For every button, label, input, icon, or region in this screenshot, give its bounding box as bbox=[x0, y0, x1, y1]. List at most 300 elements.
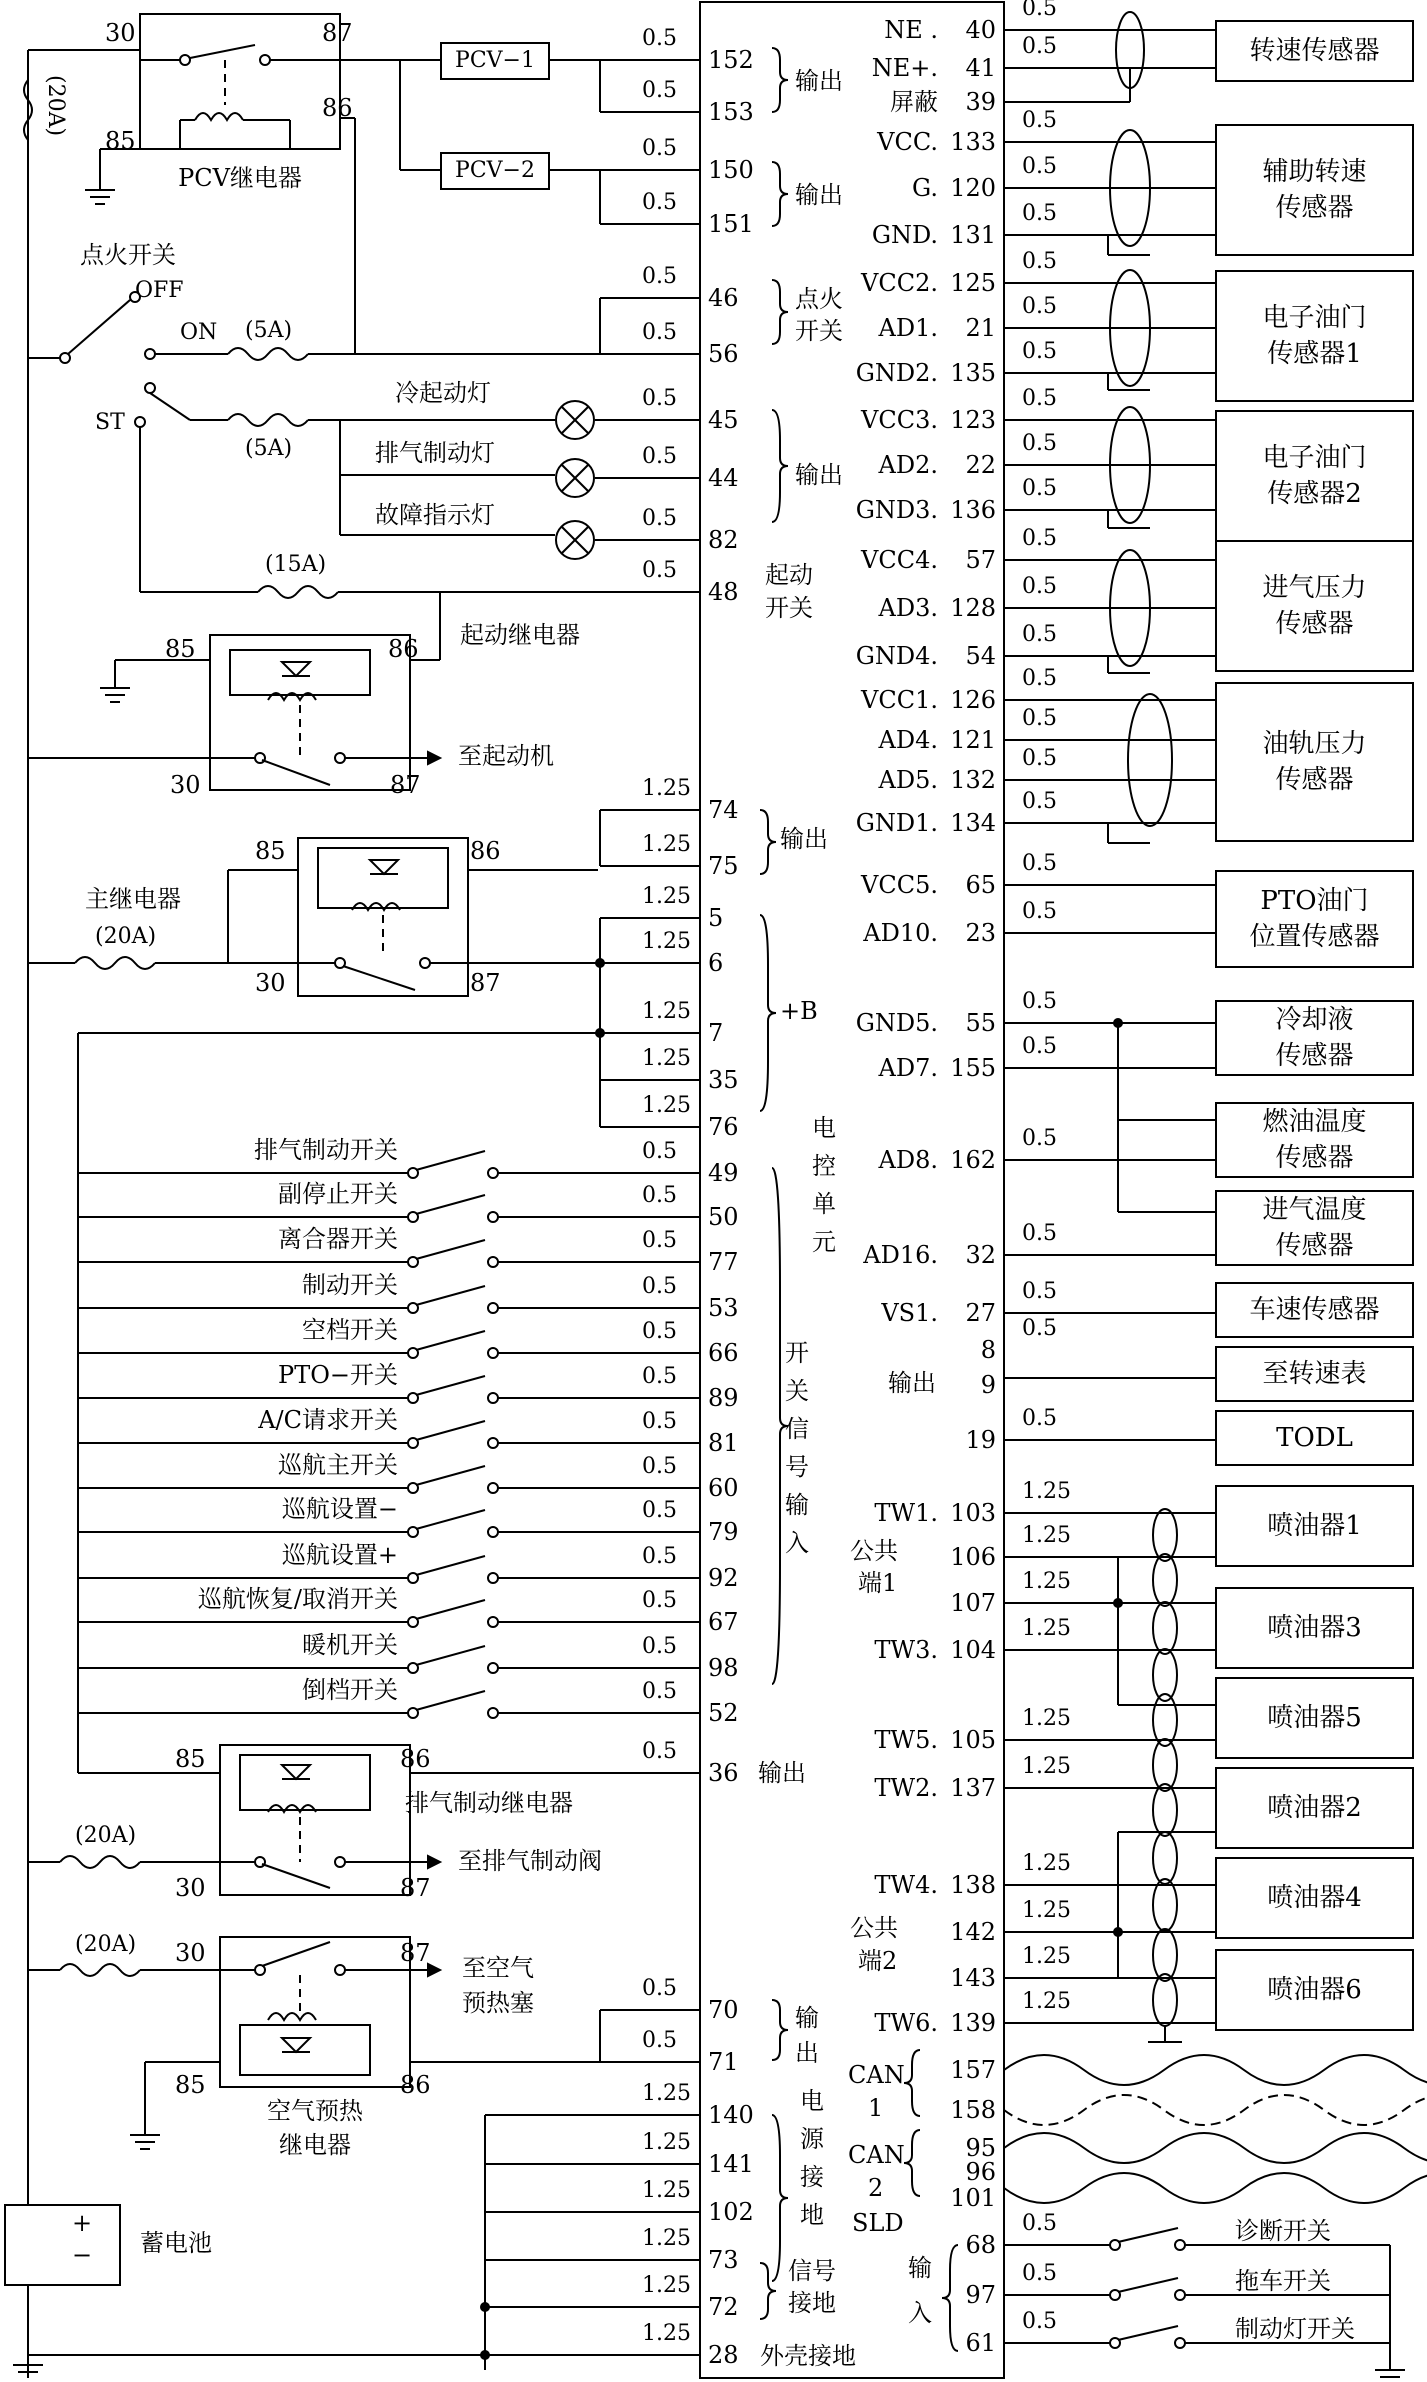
preheat-relay-label-1: 空气预热 bbox=[267, 2097, 363, 2125]
can2-1: CAN bbox=[848, 2141, 905, 2169]
ecu-right-name-55: GND5. bbox=[855, 1009, 938, 1037]
ecu-right-pin-21: 21 bbox=[965, 314, 996, 342]
ecu-label-char-2: 单 bbox=[812, 1190, 836, 1218]
wire-gauge-r125: 0.5 bbox=[1022, 249, 1057, 274]
right-switch-1: 诊断开关 bbox=[1235, 2217, 1331, 2245]
battery-label: 蓄电池 bbox=[140, 2229, 212, 2257]
wire-gauge-92: 0.5 bbox=[642, 1544, 677, 1569]
main-relay-label: 主继电器 bbox=[85, 885, 181, 913]
wire-gauge-r19: 0.5 bbox=[1022, 1406, 1057, 1431]
left-switch-9: 巡航设置− bbox=[281, 1495, 398, 1523]
wire-gauge-r120: 0.5 bbox=[1022, 154, 1057, 179]
ecu-right-name-105: TW5. bbox=[874, 1726, 938, 1754]
sensor-box-2: 辅助转速 传感器 bbox=[1215, 124, 1414, 256]
injector-box-3: 喷油器5 bbox=[1215, 1677, 1414, 1759]
wire-gauge-56: 0.5 bbox=[642, 320, 677, 345]
wire-gauge-46: 0.5 bbox=[642, 264, 677, 289]
lamp-exhaust-brake: 排气制动灯 bbox=[375, 439, 495, 467]
ecu-right-pin-40: 40 bbox=[965, 16, 996, 44]
right-input-1: 输 bbox=[908, 2254, 932, 2282]
injector-box-4: 喷油器2 bbox=[1215, 1767, 1414, 1849]
group-ign-1: 点火 bbox=[795, 285, 843, 313]
ecu-right-pin-23: 23 bbox=[965, 919, 996, 947]
wire-gauge-r126: 0.5 bbox=[1022, 666, 1057, 691]
common2-2: 端2 bbox=[858, 1947, 898, 1975]
wire-gauge-6: 1.25 bbox=[642, 929, 691, 954]
group-start-2: 开关 bbox=[765, 594, 813, 622]
wire-gauge-45: 0.5 bbox=[642, 386, 677, 411]
wire-gauge-r138: 1.25 bbox=[1022, 1851, 1071, 1876]
ecu-right-pin-162: 162 bbox=[950, 1146, 996, 1174]
wire-gauge-140: 1.25 bbox=[642, 2081, 691, 2106]
can1-1: CAN bbox=[848, 2061, 905, 2089]
ecu-right-name-32: AD16. bbox=[863, 1241, 938, 1269]
wire-gauge-r128: 0.5 bbox=[1022, 574, 1057, 599]
left-switch-7: A/C请求开关 bbox=[258, 1406, 398, 1434]
ecu-right-name-27: VS1. bbox=[881, 1299, 938, 1327]
wire-gauge-r136: 0.5 bbox=[1022, 476, 1057, 501]
wire-gauge-89: 0.5 bbox=[642, 1364, 677, 1389]
left-switch-12: 暖机开关 bbox=[302, 1631, 398, 1659]
ecu-right-pin-9: 9 bbox=[980, 1371, 996, 1399]
switch-label-char-4: 输 bbox=[785, 1491, 809, 1519]
ignition-on: ON bbox=[180, 320, 218, 345]
group-output-3: 输出 bbox=[795, 461, 843, 489]
wire-gauge-53: 0.5 bbox=[642, 1274, 677, 1299]
ecu-right-name-120: G. bbox=[912, 174, 938, 202]
ecu-right-name-57: VCC4. bbox=[861, 546, 938, 574]
ecu-left-pin-49: 49 bbox=[708, 1159, 739, 1187]
power-gnd-char-3: 地 bbox=[800, 2201, 824, 2229]
injector-box-5: 喷油器4 bbox=[1215, 1857, 1414, 1939]
left-switch-10: 巡航设置+ bbox=[281, 1541, 398, 1569]
ecu-right-pin-96: 96 bbox=[965, 2158, 996, 2186]
ecu-label-char-1: 控 bbox=[812, 1152, 836, 1180]
ecu-left-pin-89: 89 bbox=[708, 1384, 739, 1412]
ecu-right-name-126: VCC1. bbox=[861, 686, 938, 714]
left-switch-4: 制动开关 bbox=[302, 1271, 398, 1299]
ecu-right-pin-97: 97 bbox=[965, 2281, 996, 2309]
wire-gauge-44: 0.5 bbox=[642, 444, 677, 469]
fuse-20a-top: (20A) bbox=[43, 75, 68, 137]
ecu-left-pin-79: 79 bbox=[708, 1518, 739, 1546]
exhaust-relay-label: 排气制动继电器 bbox=[405, 1789, 573, 1817]
ecu-right-name-131: GND. bbox=[871, 221, 938, 249]
ecu-left-pin-70: 70 bbox=[708, 1996, 739, 2024]
sensor-box-5: 进气压力 传感器 bbox=[1215, 540, 1414, 672]
ecu-left-pin-56: 56 bbox=[708, 340, 739, 368]
ecu-right-pin-65: 65 bbox=[965, 871, 996, 899]
pin-87-start: 87 bbox=[390, 771, 421, 799]
case-ground: 外壳接地 bbox=[760, 2342, 856, 2370]
ecu-left-pin-28: 28 bbox=[708, 2341, 739, 2369]
wire-gauge-49: 0.5 bbox=[642, 1139, 677, 1164]
switch-label-char-3: 号 bbox=[785, 1453, 809, 1481]
ecu-left-pin-6: 6 bbox=[708, 949, 724, 977]
ecu-left-pin-76: 76 bbox=[708, 1113, 739, 1141]
wire-gauge-r106: 1.25 bbox=[1022, 1523, 1071, 1548]
pin-87-preheat: 87 bbox=[400, 1939, 431, 1967]
can-sld: SLD bbox=[852, 2209, 904, 2237]
switch-label-char-0: 开 bbox=[785, 1339, 809, 1367]
wire-gauge-35: 1.25 bbox=[642, 1046, 691, 1071]
wire-gauge-r54: 0.5 bbox=[1022, 622, 1057, 647]
ecu-right-pin-125: 125 bbox=[950, 269, 996, 297]
ecu-right-pin-19: 19 bbox=[965, 1426, 996, 1454]
wire-gauge-r162: 0.5 bbox=[1022, 1126, 1057, 1151]
sensor-box-1: 转速传感器 bbox=[1215, 20, 1414, 82]
common1-1: 公共 bbox=[850, 1537, 898, 1565]
wire-gauge-r103: 1.25 bbox=[1022, 1479, 1071, 1504]
ecu-right-pin-61: 61 bbox=[965, 2329, 996, 2357]
left-switch-1: 排气制动开关 bbox=[254, 1136, 398, 1164]
wire-gauge-r68: 0.5 bbox=[1022, 2211, 1057, 2236]
ecu-label-char-3: 元 bbox=[812, 1228, 836, 1256]
battery-plus: + bbox=[72, 2209, 93, 2237]
group-output-4: 输出 bbox=[780, 825, 828, 853]
wire-gauge-r8: 0.5 bbox=[1022, 1316, 1057, 1341]
group-plus-b: +B bbox=[780, 997, 818, 1025]
ecu-left-pin-140: 140 bbox=[708, 2101, 754, 2129]
sensor-box-4: 电子油门 传感器2 bbox=[1215, 410, 1414, 542]
common1-2: 端1 bbox=[858, 1569, 898, 1597]
wire-gauge-77: 0.5 bbox=[642, 1228, 677, 1253]
ecu-left-pin-71: 71 bbox=[708, 2048, 739, 2076]
lamp-fault: 故障指示灯 bbox=[375, 501, 495, 529]
ecu-right-name-121: AD4. bbox=[878, 726, 938, 754]
pcv-relay-label: PCV继电器 bbox=[178, 164, 302, 192]
can1-2: 1 bbox=[868, 2094, 884, 2122]
sensor-box-8: 冷却液 传感器 bbox=[1215, 1000, 1414, 1076]
wire-gauge-r135: 0.5 bbox=[1022, 339, 1057, 364]
wire-gauge-r131: 0.5 bbox=[1022, 201, 1057, 226]
wire-gauge-r41: 0.5 bbox=[1022, 34, 1057, 59]
wire-gauge-72: 1.25 bbox=[642, 2273, 691, 2298]
ecu-right-pin-131: 131 bbox=[950, 221, 996, 249]
ecu-right-pin-32: 32 bbox=[965, 1241, 996, 1269]
ecu-left-pin-152: 152 bbox=[708, 46, 754, 74]
right-input-2: 入 bbox=[908, 2299, 932, 2327]
wire-gauge-r97: 0.5 bbox=[1022, 2261, 1057, 2286]
ecu-right-pin-143: 143 bbox=[950, 1964, 996, 1992]
injector-box-6: 喷油器6 bbox=[1215, 1949, 1414, 2031]
sensor-box-11: 车速传感器 bbox=[1215, 1282, 1414, 1338]
pin-30-start: 30 bbox=[170, 771, 201, 799]
wire-gauge-r32: 0.5 bbox=[1022, 1221, 1057, 1246]
ecu-left-pin-50: 50 bbox=[708, 1203, 739, 1231]
ecu-right-name-104: TW3. bbox=[874, 1636, 938, 1664]
pin-87-main: 87 bbox=[470, 969, 501, 997]
ecu-right-name-21: AD1. bbox=[878, 314, 938, 342]
ecu-right-pin-133: 133 bbox=[950, 128, 996, 156]
ecu-right-pin-135: 135 bbox=[950, 359, 996, 387]
fuse-20a-preheat: (20A) bbox=[75, 1932, 137, 1957]
ecu-left-pin-72: 72 bbox=[708, 2293, 739, 2321]
wire-gauge-r121: 0.5 bbox=[1022, 706, 1057, 731]
ecu-right-pin-106: 106 bbox=[950, 1543, 996, 1571]
pin-86-start: 86 bbox=[388, 635, 419, 663]
wire-gauge-r105: 1.25 bbox=[1022, 1706, 1071, 1731]
pcv-2-box: PCV−2 bbox=[440, 152, 550, 190]
pin-86-exhaust: 86 bbox=[400, 1745, 431, 1773]
ecu-right-pin-8: 8 bbox=[980, 1336, 996, 1364]
ecu-right-name-128: AD3. bbox=[878, 594, 938, 622]
wire-gauge-141: 1.25 bbox=[642, 2130, 691, 2155]
wire-gauge-28: 1.25 bbox=[642, 2321, 691, 2346]
pin-87-pcv: 87 bbox=[322, 19, 353, 47]
wire-gauge-74: 1.25 bbox=[642, 776, 691, 801]
ecu-left-pin-53: 53 bbox=[708, 1294, 739, 1322]
battery-minus: − bbox=[72, 2241, 93, 2269]
ecu-right-pin-103: 103 bbox=[950, 1499, 996, 1527]
ignition-off: OFF bbox=[135, 278, 184, 303]
wire-gauge-r57: 0.5 bbox=[1022, 526, 1057, 551]
ecu-right-pin-121: 121 bbox=[950, 726, 996, 754]
ecu-right-name-40: NE . bbox=[884, 16, 938, 44]
left-switch-6: PTO−开关 bbox=[278, 1361, 398, 1389]
pin-85-preheat: 85 bbox=[175, 2071, 206, 2099]
ecu-left-pin-35: 35 bbox=[708, 1066, 739, 1094]
wire-gauge-75: 1.25 bbox=[642, 832, 691, 857]
sensor-box-6: 油轨压力 传感器 bbox=[1215, 682, 1414, 842]
ecu-right-pin-158: 158 bbox=[950, 2096, 996, 2124]
wire-gauge-70: 0.5 bbox=[642, 1976, 677, 2001]
wire-gauge-7: 1.25 bbox=[642, 999, 691, 1024]
ecu-label-char-0: 电 bbox=[812, 1114, 836, 1142]
ecu-left-pin-102: 102 bbox=[708, 2198, 754, 2226]
wire-gauge-r139: 1.25 bbox=[1022, 1989, 1071, 2014]
ecu-right-name-138: TW4. bbox=[874, 1871, 938, 1899]
ecu-left-pin-46: 46 bbox=[708, 284, 739, 312]
pin-85-exhaust: 85 bbox=[175, 1745, 206, 1773]
ecu-right-pin-27: 27 bbox=[965, 1299, 996, 1327]
ecu-left-pin-52: 52 bbox=[708, 1699, 739, 1727]
wire-gauge-r21: 0.5 bbox=[1022, 294, 1057, 319]
ecu-right-name-135: GND2. bbox=[855, 359, 938, 387]
ecu-right-pin-104: 104 bbox=[950, 1636, 996, 1664]
ecu-left-pin-92: 92 bbox=[708, 1564, 739, 1592]
ecu-right-pin-39: 39 bbox=[965, 88, 996, 116]
ecu-left-pin-150: 150 bbox=[708, 156, 754, 184]
pin-86-main: 86 bbox=[470, 837, 501, 865]
ecu-right-name-137: TW2. bbox=[874, 1774, 938, 1802]
wire-gauge-r123: 0.5 bbox=[1022, 386, 1057, 411]
ecu-left-pin-5: 5 bbox=[708, 904, 724, 932]
to-preheat-1: 至空气 bbox=[462, 1954, 534, 1982]
group-output-1: 输出 bbox=[795, 67, 843, 95]
left-switch-2: 副停止开关 bbox=[278, 1180, 398, 1208]
pin-87-exhaust: 87 bbox=[400, 1874, 431, 1902]
ecu-right-name-139: TW6. bbox=[874, 2009, 938, 2037]
wire-gauge-153: 0.5 bbox=[642, 78, 677, 103]
ecu-left-pin-98: 98 bbox=[708, 1654, 739, 1682]
wire-gauge-82: 0.5 bbox=[642, 506, 677, 531]
ecu-right-name-125: VCC2. bbox=[861, 269, 938, 297]
fuse-5a-2: (5A) bbox=[245, 436, 293, 461]
left-switch-5: 空档开关 bbox=[302, 1316, 398, 1344]
to-exhaust-valve: 至排气制动阀 bbox=[458, 1847, 602, 1875]
sensor-box-9: 燃油温度 传感器 bbox=[1215, 1102, 1414, 1178]
ecu-right-pin-120: 120 bbox=[950, 174, 996, 202]
signal-ground-2: 接地 bbox=[788, 2289, 836, 2317]
ecu-left-pin-36: 36 bbox=[708, 1759, 739, 1787]
sensor-box-10: 进气温度 传感器 bbox=[1215, 1190, 1414, 1266]
ecu-right-pin-139: 139 bbox=[950, 2009, 996, 2037]
injector-box-1: 喷油器1 bbox=[1215, 1485, 1414, 1567]
start-relay-label: 起动继电器 bbox=[460, 621, 580, 649]
fuse-15a: (15A) bbox=[265, 552, 327, 577]
sensor-box-7: PTO油门 位置传感器 bbox=[1215, 870, 1414, 968]
ecu-left-pin-66: 66 bbox=[708, 1339, 739, 1367]
ecu-right-pin-101: 101 bbox=[950, 2184, 996, 2212]
wire-gauge-r132: 0.5 bbox=[1022, 746, 1057, 771]
wire-gauge-79: 0.5 bbox=[642, 1498, 677, 1523]
wire-gauge-48: 0.5 bbox=[642, 558, 677, 583]
ecu-left-pin-74: 74 bbox=[708, 796, 739, 824]
ecu-left-pin-73: 73 bbox=[708, 2246, 739, 2274]
wire-gauge-r104: 1.25 bbox=[1022, 1616, 1071, 1641]
ecu-right-name-65: VCC5. bbox=[861, 871, 938, 899]
ecu-right-pin-123: 123 bbox=[950, 406, 996, 434]
wire-gauge-52: 0.5 bbox=[642, 1679, 677, 1704]
ecu-right-pin-132: 132 bbox=[950, 766, 996, 794]
wire-gauge-r55: 0.5 bbox=[1022, 989, 1057, 1014]
wire-gauge-r27: 0.5 bbox=[1022, 1279, 1057, 1304]
ecu-right-pin-22: 22 bbox=[965, 451, 996, 479]
ecu-right-name-41: NE+. bbox=[871, 54, 938, 82]
preheat-relay-label-2: 继电器 bbox=[279, 2131, 351, 2159]
sensor-box-13: TODL bbox=[1215, 1410, 1414, 1466]
ecu-right-name-162: AD8. bbox=[878, 1146, 938, 1174]
ecu-left-pin-48: 48 bbox=[708, 578, 739, 606]
pin-86-preheat: 86 bbox=[400, 2071, 431, 2099]
power-gnd-char-2: 接 bbox=[800, 2163, 824, 2191]
wire-gauge-151: 0.5 bbox=[642, 190, 677, 215]
wire-gauge-r107: 1.25 bbox=[1022, 1569, 1071, 1594]
wire-gauge-r23: 0.5 bbox=[1022, 899, 1057, 924]
ecu-right-pin-105: 105 bbox=[950, 1726, 996, 1754]
ecu-right-name-54: GND4. bbox=[855, 642, 938, 670]
ecu-left-pin-151: 151 bbox=[708, 210, 754, 238]
wire-gauge-150: 0.5 bbox=[642, 136, 677, 161]
power-gnd-char-0: 电 bbox=[800, 2087, 824, 2115]
wire-gauge-81: 0.5 bbox=[642, 1409, 677, 1434]
wire-gauge-r143: 1.25 bbox=[1022, 1944, 1071, 1969]
pin-30-main: 30 bbox=[255, 969, 286, 997]
ecu-right-pin-155: 155 bbox=[950, 1054, 996, 1082]
ecu-right-pin-138: 138 bbox=[950, 1871, 996, 1899]
ecu-right-name-103: TW1. bbox=[874, 1499, 938, 1527]
ecu-right-pin-142: 142 bbox=[950, 1918, 996, 1946]
wire-gauge-r22: 0.5 bbox=[1022, 431, 1057, 456]
ignition-title: 点火开关 bbox=[80, 241, 176, 269]
ecu-right-pin-54: 54 bbox=[965, 642, 996, 670]
pin-30-exhaust: 30 bbox=[175, 1874, 206, 1902]
wire-gauge-r40: 0.5 bbox=[1022, 0, 1057, 21]
lamp-cold-start: 冷起动灯 bbox=[395, 379, 491, 407]
wire-gauge-66: 0.5 bbox=[642, 1319, 677, 1344]
wire-gauge-r133: 0.5 bbox=[1022, 108, 1057, 133]
to-starter: 至起动机 bbox=[458, 742, 554, 770]
wire-gauge-r134: 0.5 bbox=[1022, 789, 1057, 814]
wire-gauge-50: 0.5 bbox=[642, 1183, 677, 1208]
pcv-1-box: PCV−1 bbox=[440, 42, 550, 80]
wire-gauge-r142: 1.25 bbox=[1022, 1898, 1071, 1923]
ecu-left-pin-77: 77 bbox=[708, 1248, 739, 1276]
ecu-right-pin-137: 137 bbox=[950, 1774, 996, 1802]
left-switch-13: 倒档开关 bbox=[302, 1676, 398, 1704]
ecu-right-pin-55: 55 bbox=[965, 1009, 996, 1037]
wire-gauge-67: 0.5 bbox=[642, 1588, 677, 1613]
group-output-2: 输出 bbox=[795, 181, 843, 209]
ecu-right-name-134: GND1. bbox=[855, 809, 938, 837]
wire-gauge-73: 1.25 bbox=[642, 2226, 691, 2251]
sensor-box-12: 至转速表 bbox=[1215, 1346, 1414, 1402]
ecu-left-pin-82: 82 bbox=[708, 526, 739, 554]
pin-30-pcv: 30 bbox=[105, 19, 136, 47]
ecu-right-pin-157: 157 bbox=[950, 2056, 996, 2084]
ecu-right-pin-95: 95 bbox=[965, 2134, 996, 2162]
ecu-right-pin-136: 136 bbox=[950, 496, 996, 524]
ecu-right-pin-107: 107 bbox=[950, 1589, 996, 1617]
common2-1: 公共 bbox=[850, 1914, 898, 1942]
wire-gauge-60: 0.5 bbox=[642, 1454, 677, 1479]
wire-gauge-r61: 0.5 bbox=[1022, 2309, 1057, 2334]
ecu-right-name-132: AD5. bbox=[878, 766, 938, 794]
pin-30-preheat: 30 bbox=[175, 1939, 206, 1967]
ignition-st: ST bbox=[95, 410, 125, 435]
ecu-right-pin-41: 41 bbox=[965, 54, 996, 82]
right-output-label: 输出 bbox=[888, 1369, 936, 1397]
ecu-left-pin-45: 45 bbox=[708, 406, 739, 434]
signal-ground-1: 信号 bbox=[788, 2257, 836, 2285]
fuse-5a-1: (5A) bbox=[245, 318, 293, 343]
ecu-left-pin-81: 81 bbox=[708, 1429, 739, 1457]
wire-gauge-71: 0.5 bbox=[642, 2028, 677, 2053]
group-output-36: 输出 bbox=[758, 1759, 806, 1787]
ecu-right-pin-57: 57 bbox=[965, 546, 996, 574]
ecu-left-pin-75: 75 bbox=[708, 852, 739, 880]
right-switch-3: 制动灯开关 bbox=[1235, 2315, 1355, 2343]
left-switch-11: 巡航恢复/取消开关 bbox=[197, 1585, 398, 1613]
power-gnd-char-1: 源 bbox=[800, 2125, 824, 2153]
ecu-right-name-155: AD7. bbox=[878, 1054, 938, 1082]
group-start-1: 起动 bbox=[765, 561, 813, 589]
ecu-left-pin-141: 141 bbox=[708, 2150, 754, 2178]
switch-label-char-5: 入 bbox=[785, 1529, 809, 1557]
ecu-right-name-23: AD10. bbox=[863, 919, 938, 947]
sensor-box-3: 电子油门 传感器1 bbox=[1215, 270, 1414, 402]
ecu-right-name-133: VCC. bbox=[877, 128, 938, 156]
switch-label-char-1: 关 bbox=[785, 1377, 809, 1405]
wire-gauge-102: 1.25 bbox=[642, 2178, 691, 2203]
ecu-right-name-39: 屏蔽 bbox=[890, 88, 938, 116]
right-switch-2: 拖车开关 bbox=[1235, 2267, 1331, 2295]
ecu-right-name-123: VCC3. bbox=[861, 406, 938, 434]
ecu-right-pin-134: 134 bbox=[950, 809, 996, 837]
ecu-right-name-136: GND3. bbox=[855, 496, 938, 524]
ecu-left-pin-153: 153 bbox=[708, 98, 754, 126]
injector-box-2: 喷油器3 bbox=[1215, 1587, 1414, 1669]
wire-gauge-5: 1.25 bbox=[642, 884, 691, 909]
to-preheat-2: 预热塞 bbox=[462, 1989, 534, 2017]
ecu-right-pin-68: 68 bbox=[965, 2231, 996, 2259]
pin-85-main: 85 bbox=[255, 837, 286, 865]
fuse-20a-main: (20A) bbox=[95, 924, 157, 949]
switch-label-char-2: 信 bbox=[785, 1415, 809, 1443]
left-switch-3: 离合器开关 bbox=[278, 1225, 398, 1253]
pin-85-pcv: 85 bbox=[105, 127, 136, 155]
